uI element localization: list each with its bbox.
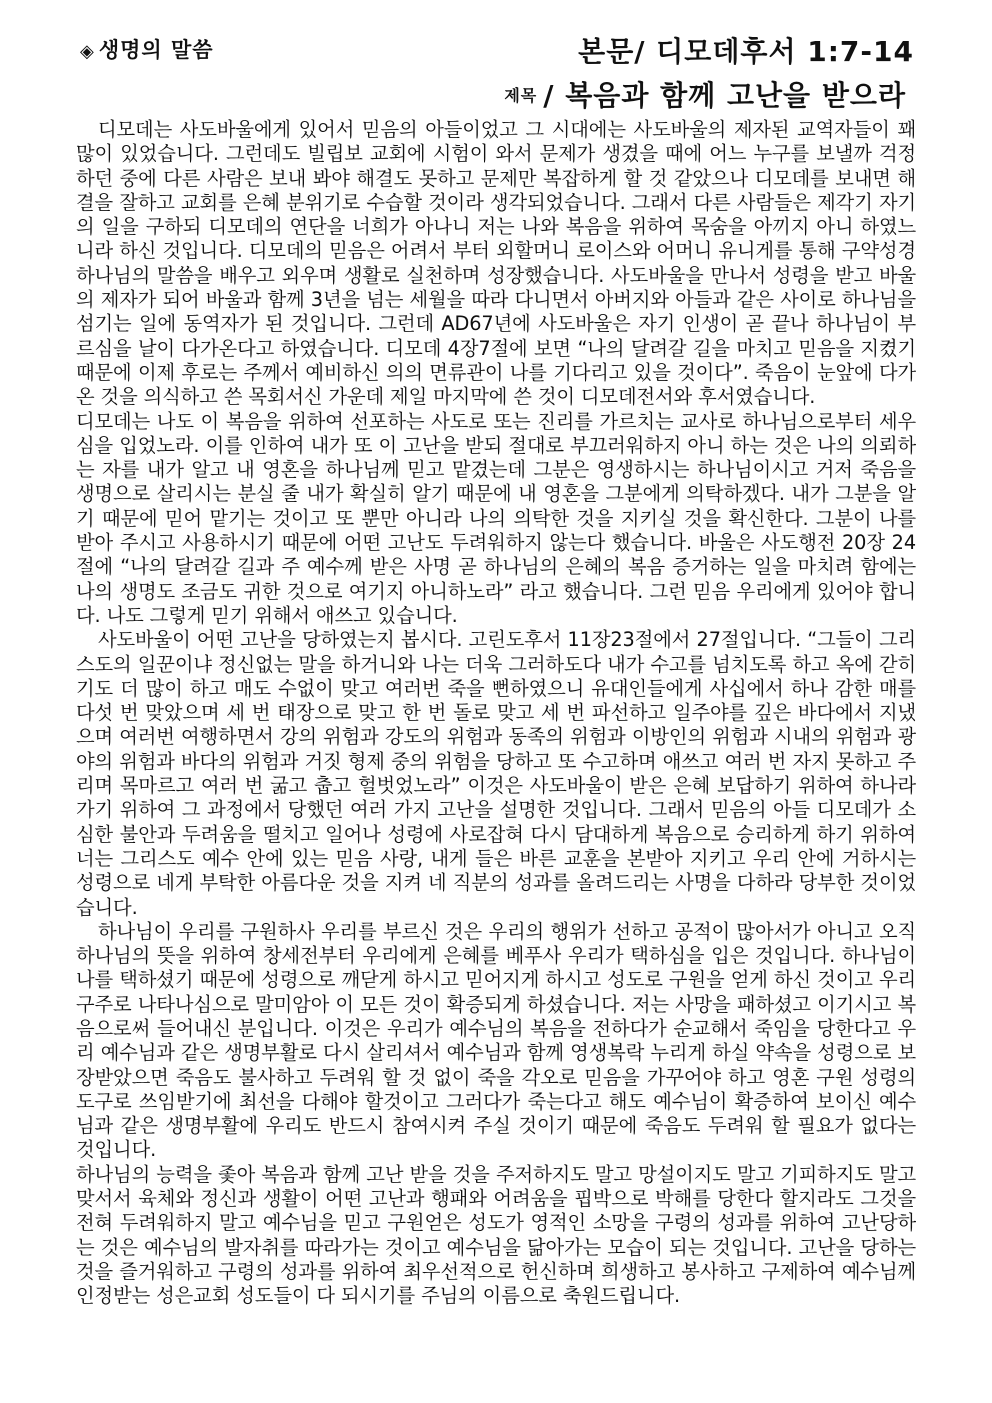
scripture-label: 본문 [578,35,635,68]
paragraph: 하나님의 능력을 좇아 복음과 함께 고난 받을 것을 주저하지도 말고 망설이지도 말고 기피하지도 말고 맞서서 육체와 정신과 생활이 어떤 고난과 행패와 어려움을 핍박으로 박해를 당한다 할지라도 그것을 전혀 두려워하지 말고 예수님을 믿고 구원얻은 성도가 영적인 소망을 구령의 성과를 위하여 고난당하는 것은 예수님의 발자취를 따라가는 것이고 예수님을 닮아가는 모습이 되는 것입니다. 고난을 당하는 것을 즐거워하고 구령의 성과를 위하여 최우선적으로 헌신하며 희생하고 봉사하고 구제하여 예수님께 인정받는 성은교회 성도들이 다 되시기를 주님의 이름으로 축원드립니다. [76,1162,916,1308]
sermon-body [76,118,916,1309]
title-text: 복음과 함께 고난을 받으라 [565,79,906,112]
paragraph: 디모데는 나도 이 복음을 위하여 선포하는 사도로 또는 진리를 가르치는 교사로 하나님으로부터 세우심을 입었노라. 이를 인하여 내가 또 이 고난을 받되 절대로 부끄러워하지 아니 하는 것은 나의 의뢰하는 자를 내가 알고 내 영혼을 하나님께 믿고 맡겼는데 그분은 영생하시는 하나님이시고 거저 죽음을 생명으로 살리시는 분실 줄 내가 확실히 알기 때문에 내 영혼을 그분에게 의탁하겠다. 내가 그분을 알기 때문에 믿어 맡기는 것이고 또 뿐만 아니라 나의 의탁한 것을 지키실 것을 확신한다. 그분이 나를 받아 주시고 사용하시기 때문에 어떤 고난도 두려워하지 않는다 했습니다. 바울은 사도행전 20장 24절에 “나의 달려갈 길과 주 예수께 받은 사명 곧 하나님의 은혜의 복음 증거하는 일을 마치려 함에는 나의 생명도 조금도 귀한 것으로 여기지 아니하노라” 라고 했습니다. 그런 믿음 우리에게 있어야 합니다. 나도 그렇게 믿기 위해서 애쓰고 있습니다. [76,409,916,627]
series-title [80,34,214,64]
sermon-title [504,74,906,114]
scripture-text: 디모데후서 1:7-14 [656,35,914,68]
diamond-icon: ◈ [80,41,95,62]
paragraph: 하나님이 우리를 구원하사 우리를 부르신 것은 우리의 행위가 선하고 공적이 많아서가 아니고 오직 하나님의 뜻을 위하여 창세전부터 우리에게 은혜를 베푸사 우리가 택하심을 입은 것입니다. 하나님이 나를 택하셨기 때문에 성령으로 깨닫게 하시고 믿어지게 하시고 성도로 구원을 얻게 하신 것이고 우리 구주로 나타나심으로 말미암아 이 모든 것이 확증되게 하셨습니다. 저는 사망을 패하셨고 이기시고 복음으로써 들어내신 분입니다. 이것은 우리가 예수님의 복음을 전하다가 순교해서 죽임을 당한다고 우리 예수님과 같은 생명부활로 다시 살리셔서 예수님과 함께 영생복락 누리게 하실 약속을 성령으로 보장받았으면 죽음도 불사하고 두려워 할 것 없이 죽을 각오로 믿음을 가꾸어야 하고 영혼 구원 성령의 도구로 쓰임받기에 최선을 다해야 할것이고 그러다가 죽는다고 해도 예수님이 확증하여 보이신 예수님과 같은 생명부활에 우리도 반드시 참여시켜 주실 것이기 때문에 죽음도 두려워 할 필요가 없다는 것입니다. [76,919,916,1162]
paragraph: 디모데는 사도바울에게 있어서 믿음의 아들이었고 그 시대에는 사도바울의 제자된 교역자들이 꽤 많이 있었습니다. 그런데도 빌립보 교회에 시험이 와서 문제가 생겼을 때에 어느 누구를 보낼까 걱정하던 중에 다른 사람은 보내 봐야 해결도 못하고 문제만 복잡하게 할 것 같았으나 디모데를 보내면 해결을 잘하고 교회를 은혜 분위기로 수습할 것이라 생각되었습니다. 그래서 다른 사람들은 제각기 자기의 일을 구하되 디모데의 연단을 너희가 아나니 저는 나와 복음을 위하여 목숨을 아끼지 아니 하였느니라 하신 것입니다. 디모데의 믿음은 어려서 부터 외할머니 로이스와 어머니 유니게를 통해 구약성경 하나님의 말씀을 배우고 외우며 생활로 실천하며 성장했습니다. 사도바울을 만나서 성령을 받고 바울의 제자가 되어 바울과 함께 3년을 넘는 세월을 따라 다니면서 아버지와 아들과 같은 사이로 하나님을 섬기는 일에 동역자가 된 것입니다. 그런데 AD67년에 사도바울은 자기 인생이 곧 끝나 하나님이 부르심을 날이 다가온다고 하였습니다. 디모데 4장7절에 보면 “나의 달려갈 길을 마치고 믿음을 지켰기 때문에 이제 후로는 주께서 예비하신 의의 면류관이 나를 기다리고 있을 것이다”. 죽음이 눈앞에 다가온 것을 의식하고 쓴 목회서신 가운데 제일 마지막에 쓴 것이 디모데전서와 후서였습니다. [76,118,916,409]
paragraph: 사도바울이 어떤 고난을 당하였는지 봅시다. 고린도후서 11장23절에서 27절입니다. “그들이 그리스도의 일꾼이냐 정신없는 말을 하거니와 나는 더욱 그러하도다 내가 수고를 넘치도록 하고 옥에 갇히기도 더 많이 하고 매도 수없이 맞고 여러번 죽을 뻔하였으니 유대인들에게 사십에서 하나 감한 매를 다섯 번 맞았으며 세 번 태장으로 맞고 한 번 돌로 맞고 세 번 파선하고 일주야를 깊은 바다에서 지냈으며 여러번 여행하면서 강의 위험과 강도의 위험과 동족의 위험과 이방인의 위험과 시내의 위험과 광야의 위험과 바다의 위험과 거짓 형제 중의 위험을 당하고 또 수고하며 애쓰고 여러 번 자지 못하고 주리며 목마르고 여러 번 굶고 춥고 헐벗었노라” 이것은 사도바울이 받은 은혜 보답하기 위하여 하나라 가기 위하여 그 과정에서 당했던 여러 가지 고난을 설명한 것입니다. 그래서 믿음의 아들 디모데가 소심한 불안과 두려움을 떨치고 일어나 성령에 사로잡혀 다시 담대하게 복음으로 승리하게 하기 위하여 너는 그리스도 예수 안에 있는 믿음 사랑, 내게 들은 바른 교훈을 본받아 지키고 우리 안에 거하시는 성령으로 네게 부탁한 아름다운 것을 지켜 네 직분의 성과를 올려드리는 사명을 다하라 당부한 것이었습니다. [76,628,916,919]
title-label: 제목 [504,86,538,105]
scripture-separator: / [634,35,657,68]
series-label: 생명의 말씀 [98,38,214,62]
title-separator: / [543,79,566,112]
scripture-reference [578,30,914,70]
